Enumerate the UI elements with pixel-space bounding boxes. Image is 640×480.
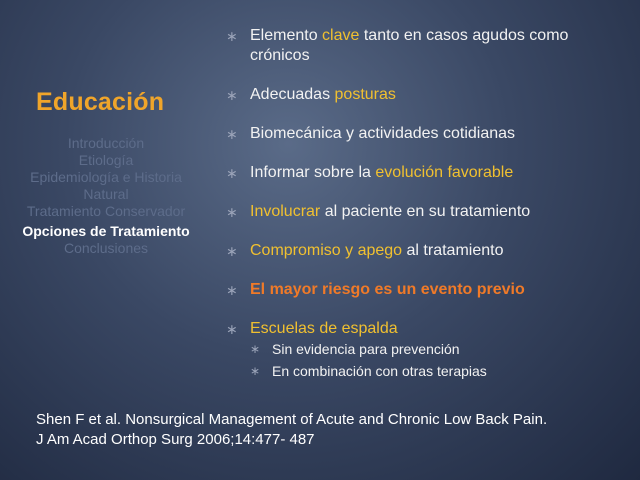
bullet-highlight: clave bbox=[322, 27, 360, 44]
asterisk-bullet-icon: ∗ bbox=[226, 204, 238, 220]
asterisk-bullet-icon: ∗ bbox=[250, 342, 261, 356]
asterisk-bullet-icon: ∗ bbox=[226, 243, 238, 259]
bullet-item bbox=[226, 85, 626, 105]
nav-item-conclusiones[interactable]: Conclusiones bbox=[63, 240, 149, 256]
nav-item-tratamiento-conservador[interactable]: Tratamiento Conservador bbox=[26, 203, 186, 219]
bullet-text: Elemento bbox=[250, 27, 323, 44]
bullet-text: tanto en casos agudos como crónicos bbox=[250, 27, 569, 64]
bullet-list bbox=[226, 26, 626, 384]
reference-line: J Am Acad Orthop Surg 2006;14:477- 487 bbox=[36, 431, 315, 448]
nav-item-etiologia[interactable]: Etiología bbox=[78, 152, 134, 168]
asterisk-bullet-icon: ∗ bbox=[226, 126, 238, 142]
bullet-item bbox=[226, 124, 626, 144]
bullet-highlight: Compromiso y apego bbox=[250, 242, 403, 259]
sub-bullet-text: En combinación con otras terapias bbox=[272, 363, 487, 379]
sub-bullet-text: Sin evidencia para prevención bbox=[272, 341, 460, 357]
asterisk-bullet-icon: ∗ bbox=[226, 282, 238, 298]
bullet-item bbox=[226, 280, 626, 300]
bullet-text: Biomecánica y actividades cotidianas bbox=[250, 125, 516, 142]
asterisk-bullet-icon: ∗ bbox=[250, 364, 261, 378]
bullet-item bbox=[226, 26, 626, 66]
bullet-highlight: evolución favorable bbox=[375, 164, 514, 181]
section-nav bbox=[6, 135, 206, 257]
sub-bullet-item bbox=[250, 362, 626, 380]
reference-citation bbox=[36, 410, 636, 450]
sub-bullet-list bbox=[226, 340, 626, 380]
bullet-item bbox=[226, 163, 626, 183]
nav-item-epidemiologia[interactable]: Epidemiología e Historia Natural bbox=[30, 169, 182, 202]
bullet-highlight: Escuelas de espalda bbox=[250, 320, 398, 337]
bullet-text: Informar sobre la bbox=[250, 164, 376, 181]
bullet-emphasis: El mayor riesgo es un evento previo bbox=[250, 281, 525, 298]
bullet-item bbox=[226, 202, 626, 222]
reference-line: Shen F et al. Nonsurgical Management of Acute and Chronic Low Back Pain. bbox=[36, 411, 548, 428]
asterisk-bullet-icon: ∗ bbox=[226, 321, 238, 337]
bullet-text: al paciente en su tratamiento bbox=[320, 203, 531, 220]
bullet-text: Adecuadas bbox=[250, 86, 335, 103]
asterisk-bullet-icon: ∗ bbox=[226, 87, 238, 103]
slide-title: Educación bbox=[36, 88, 165, 116]
sub-bullet-item bbox=[250, 340, 626, 358]
bullet-highlight: posturas bbox=[334, 86, 396, 103]
nav-item-introduccion[interactable]: Introducción bbox=[67, 135, 145, 151]
asterisk-bullet-icon: ∗ bbox=[226, 28, 238, 44]
nav-item-opciones-de-tratamiento[interactable]: Opciones de Tratamiento bbox=[22, 223, 190, 239]
bullet-item bbox=[226, 241, 626, 261]
bullet-item bbox=[226, 319, 626, 339]
bullet-text: al tratamiento bbox=[402, 242, 504, 259]
bullet-highlight: Involucrar bbox=[250, 203, 321, 220]
asterisk-bullet-icon: ∗ bbox=[226, 165, 238, 181]
